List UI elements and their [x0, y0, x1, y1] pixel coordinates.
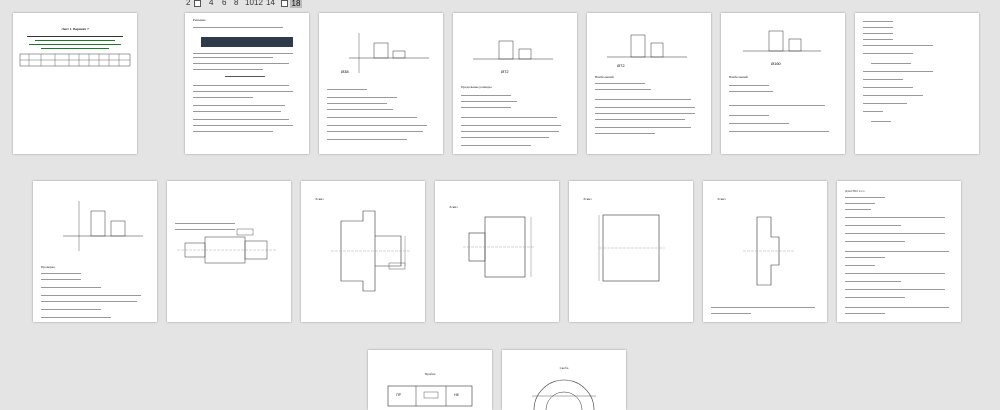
page-heading: Для ГРО 1-го	[845, 189, 865, 193]
page-heading: Наибольший	[729, 75, 748, 79]
page-thumb-14[interactable]	[837, 181, 961, 322]
svg-text:Ø72: Ø72	[501, 69, 509, 74]
go-side-label: ПР	[396, 393, 401, 397]
zoom-slider-handle[interactable]	[194, 0, 201, 7]
page-thumb-8[interactable]	[33, 181, 157, 322]
page-heading: Наибольший	[595, 75, 614, 79]
page-thumb-11[interactable]	[435, 181, 559, 322]
page-thumb-15[interactable]	[368, 350, 492, 410]
page-thumb-2[interactable]	[185, 13, 309, 154]
svg-text:Ø72: Ø72	[617, 63, 625, 68]
page-heading: Предельные размеры	[461, 85, 492, 89]
nogo-side-label: НЕ	[454, 393, 459, 397]
hole-drawing	[569, 181, 693, 322]
page-heading: Эскиз	[717, 197, 726, 201]
page-thumb-10[interactable]	[301, 181, 425, 322]
page-heading: Эскиз	[315, 197, 324, 201]
svg-text:Ø160: Ø160	[771, 61, 781, 66]
page-thumb-4[interactable]	[453, 13, 577, 154]
page-heading: Решение	[193, 18, 206, 22]
zoom-slider-handle-end[interactable]	[281, 0, 288, 7]
page-heading: Лист 1. Вариант 7	[61, 27, 89, 31]
page-thumb-6[interactable]	[721, 13, 845, 154]
page-heading: Проверка	[41, 265, 55, 269]
ruler-tick: 2	[186, 0, 191, 7]
tolerance-diagram	[721, 13, 845, 154]
page-heading: Скоба	[559, 366, 569, 370]
page-thumb-13[interactable]	[703, 181, 827, 322]
svg-text:Ø38: Ø38	[341, 69, 349, 74]
shaft-drawing	[167, 181, 291, 322]
flange-drawing	[301, 181, 425, 322]
plug-gauge-drawing	[368, 350, 492, 410]
page-thumb-1[interactable]	[13, 13, 137, 154]
ruler-tick: 10	[245, 0, 254, 7]
stepped-bore-drawing	[703, 181, 827, 322]
tolerance-diagram	[453, 13, 577, 154]
page-thumb-9[interactable]	[167, 181, 291, 322]
page-thumb-12[interactable]	[569, 181, 693, 322]
tolerance-diagram	[319, 13, 443, 154]
page-heading: Эскиз	[449, 205, 458, 209]
embedded-image	[201, 37, 293, 47]
ruler-tick: 8	[234, 0, 239, 7]
page-heading: Пробка	[424, 372, 436, 376]
page-thumb-3[interactable]	[319, 13, 443, 154]
snap-gauge-drawing	[502, 350, 626, 410]
ruler-tick: 4	[209, 0, 214, 7]
data-table	[13, 13, 137, 154]
bushing-drawing	[435, 181, 559, 322]
ruler-tick: 14	[266, 0, 275, 7]
page-thumb-16[interactable]	[502, 350, 626, 410]
ruler-tick: 6	[222, 0, 227, 7]
pages-count-box: 18	[291, 0, 301, 8]
page-thumb-5[interactable]	[587, 13, 711, 154]
zoom-ruler[interactable]	[0, 0, 1000, 8]
page-thumb-7[interactable]	[855, 13, 979, 154]
ruler-tick: 12	[254, 0, 263, 7]
page-heading: Эскиз	[583, 197, 592, 201]
